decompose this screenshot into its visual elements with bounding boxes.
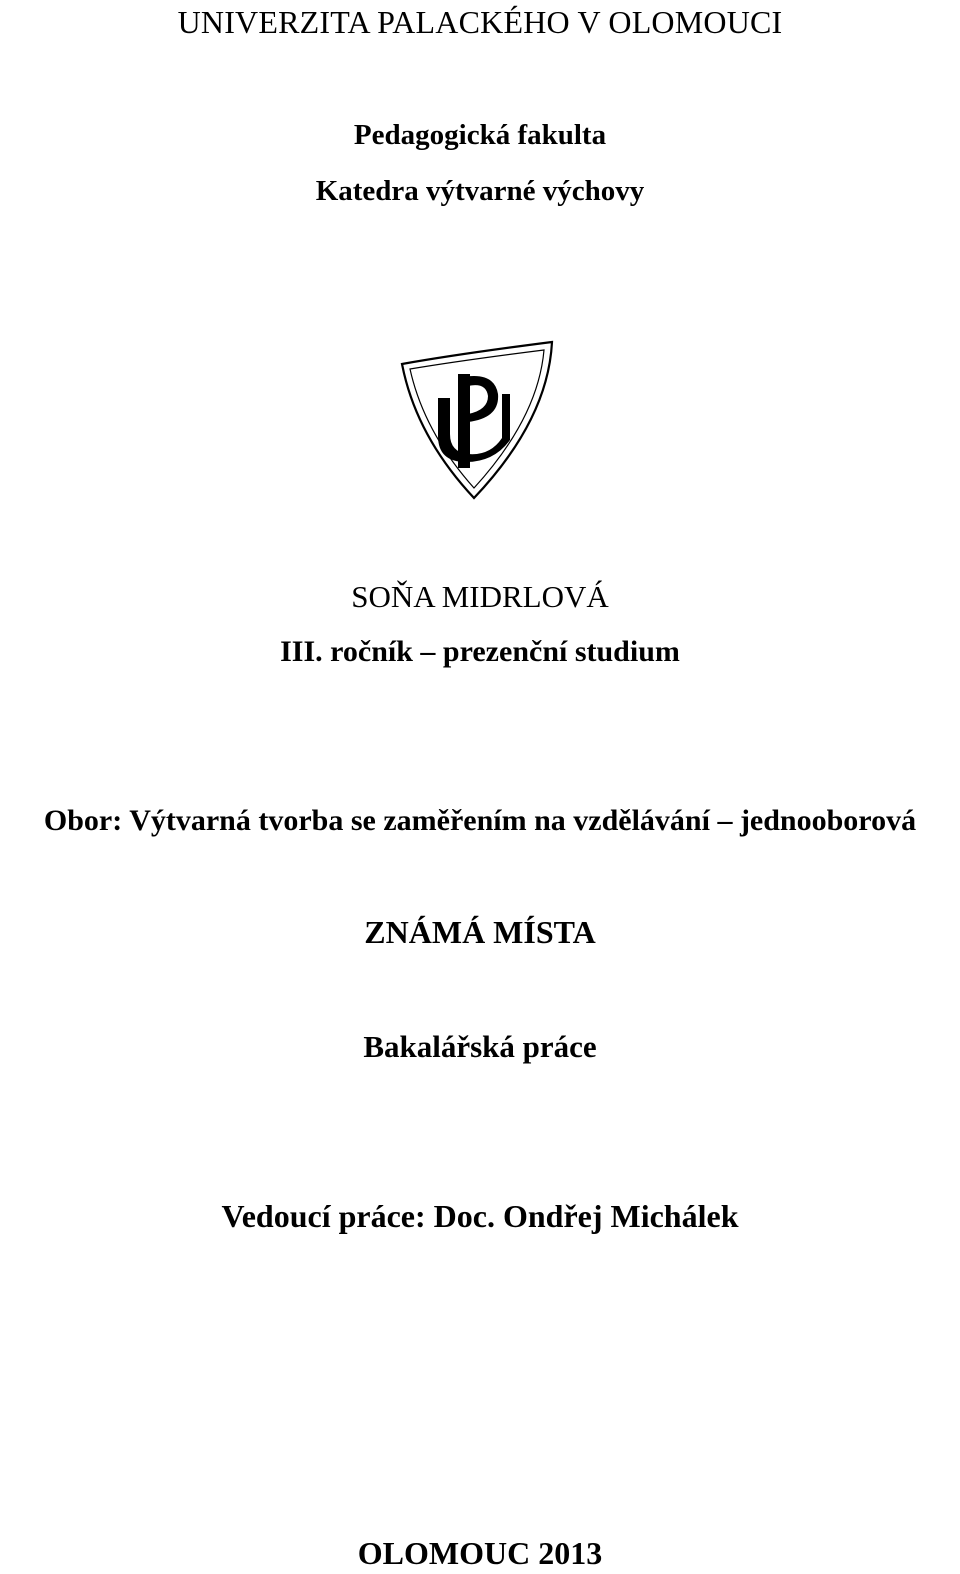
- university-crest-icon: [398, 340, 556, 502]
- study-info: III. ročník – prezenční studium: [280, 635, 680, 668]
- supervisor: Vedoucí práce: Doc. Ondřej Michálek: [221, 1198, 739, 1234]
- thesis-type: Bakalářská práce: [363, 1029, 597, 1064]
- author-name: SOŇA MIDRLOVÁ: [351, 579, 609, 614]
- university-name: UNIVERZITA PALACKÉHO V OLOMOUCI: [177, 4, 783, 40]
- place-and-year: OLOMOUC 2013: [357, 1535, 603, 1571]
- department-name: Katedra výtvarné výchovy: [315, 175, 645, 207]
- field-of-study: Obor: Výtvarná tvorba se zaměřením na vzdělávání – jednooborová: [43, 804, 917, 837]
- faculty-name: Pedagogická fakulta: [353, 119, 607, 151]
- thesis-title: ZNÁMÁ MÍSTA: [364, 914, 596, 950]
